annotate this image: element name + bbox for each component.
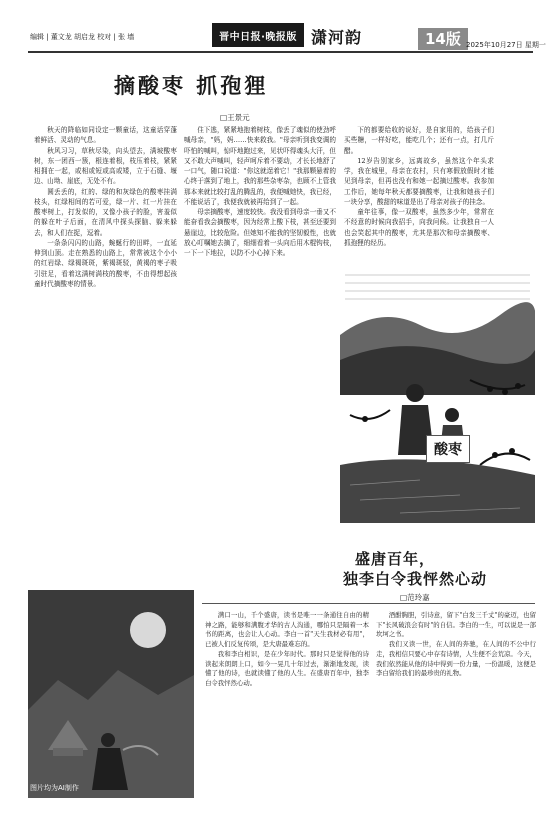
paragraph: 秋风习习，草秋尽染，向头望去，满坡酸枣树，东一团西一簇，根连着根，枝压着枝，紧紧相拥在一起，或相或短或高或矮，立于石缝、堰边、山坳、崖底，无处不有。 (34, 146, 177, 186)
paragraph: 酒酣胸胆，引诗意，留下"白发三千丈"的豪迈，也留下"长风破浪会有时"的自信。李白的一生，可以说是一部坎坷之书。 (376, 611, 536, 639)
article-column (205, 611, 369, 801)
paragraph: 一条条闪闪的山路，蜿蜒行的田畔，一直延伸到山顶。走在熟悉的山路上，常常被这个小小的红岩绿、绿褐斑斑，紫褐斑驳，黄褐的枣子吸引驻足，看着这满树满枝的酸枣，不由得想起孩童时代摘酸枣的情景。 (34, 238, 177, 288)
paragraph: 满口一山，千个盛唐，读书是唯一一条通往自由的精神之路，能够和满腹才华的古人沟通，哪怕只是隔着一本书的距离，也会让人心动。李白一首"天生我材必有用"，已被人们反复传颂，是大唐最难忘的。 (205, 611, 369, 649)
header-rule (28, 51, 533, 53)
divider (202, 603, 535, 604)
paragraph: 我们又读一世，在人间的奔驰，在人间的不公中行走，我相信只要心中存有诗情，人生便不会荒凉。今天，我们依然能从他的诗中得到一份力量，一份温暖，这便是李白留给我们的最珍贵的礼物。 (376, 640, 536, 678)
article-title: 盛唐百年， (355, 550, 436, 568)
image-caption: 图片均为AI制作 (30, 784, 79, 792)
publication-date: 2025年10月27日 星期一 (466, 41, 546, 49)
paragraph: 秋天的降临如同设定一颗童话，这童话穿蓬着鲜活、灵动的气息。 (34, 126, 177, 145)
paragraph: 下的都要给收的说好，是自家用的，给孩子们买些糖，一样好吃，能吃几个；还有一点，打几斤醋。 (344, 126, 494, 155)
article-title: 独李白令我怦然心动 (343, 570, 488, 588)
paragraph: 童年往事，像一双酸枣，虽然多少年，常常在不经意的时候向我招手，向我问候。让我独自一人也会笑起其中的酸枣，尤其是那次和母亲摘酸枣、抓孢狸的经历。 (344, 208, 494, 247)
paragraph: 圆丢丢的，红的、绿的和灰绿色的酸枣挂满枝头，红绿相间的若可爱，绿一片、红一片挂在酸枣树上，打发似的，又像小孩子的脸，害羞似的躲在叶子后面，在清风中探头探脑、躲来躲去，和人们在捉，逗着。 (34, 187, 177, 237)
article-column (376, 611, 536, 801)
editor-credits: 编辑 | 董文龙 胡启龙 校对 | 张 墙 (30, 33, 135, 41)
newspaper-masthead: 晋中日报·晚报版 (212, 23, 304, 47)
paragraph: 住下逃，紧紧地抱着树枝，像丢了魂似的使劲呼喊母亲，"妈，妈……快来救我。"母亲听到我变调的吓怕的喊叫，惊吓地跑过来，见状吓得魂头大汗，但又不敢大声喊叫，轻声呵斥着不要动，才长长地舒了一口气，随口说道："你这就逞着它！"我那颗悬着的心终于落到了地上，我的那些杂枣杂，也顾不上管我那本来就比较打乱的腾乱的，我便喊她快，我已经，不能说话了，我便我就被再给到了一起。 (184, 126, 336, 206)
night-scene-illustration (28, 590, 194, 798)
woodcut-illustration (340, 265, 535, 523)
article-column (34, 125, 177, 625)
article-author: □王景元 (220, 113, 250, 122)
paragraph: 我和李白相识，是在少年时代。那时只是觉得他的诗读起来朗朗上口，如今一晃几十年过去，渐渐地发现，读懂了他的诗，也就读懂了他的人生。在盛唐百年中，独李白令我怦然心动。 (205, 649, 369, 687)
section-name: 潇河韵 (311, 28, 363, 47)
paragraph: 母亲摘酸枣，速度较快。我没看到母亲一垂又不能奋看我会摘酸枣，因为经常上酸下枝，甚至还要到悬崖边，比较危险。但她知不能我的坚韧毅性，也就放心叮嘱她去摘了，细细看着一头向后用木棍钩枝，一下一下地拉，以防不小心掉下来。 (184, 208, 336, 257)
illustration-label: 酸枣 (426, 435, 470, 463)
article-title: 摘酸枣 抓孢狸 (114, 73, 269, 98)
edition-badge: 14版 (418, 28, 468, 50)
article-column (184, 125, 336, 625)
paragraph: 12岁告别家乡，远离故乡，虽然这个年头求学，我在城里，母亲在农村，只有寒假放假时才能见到母亲，但再也没有和她一起摘过酸枣。我参加工作后，她每年秋天都要摘酸枣，让我和她孩子们一块分享，酸甜的味道是出了母亲对孩子的挂念。 (344, 156, 494, 206)
article-author: □范玲嘉 (400, 593, 430, 602)
